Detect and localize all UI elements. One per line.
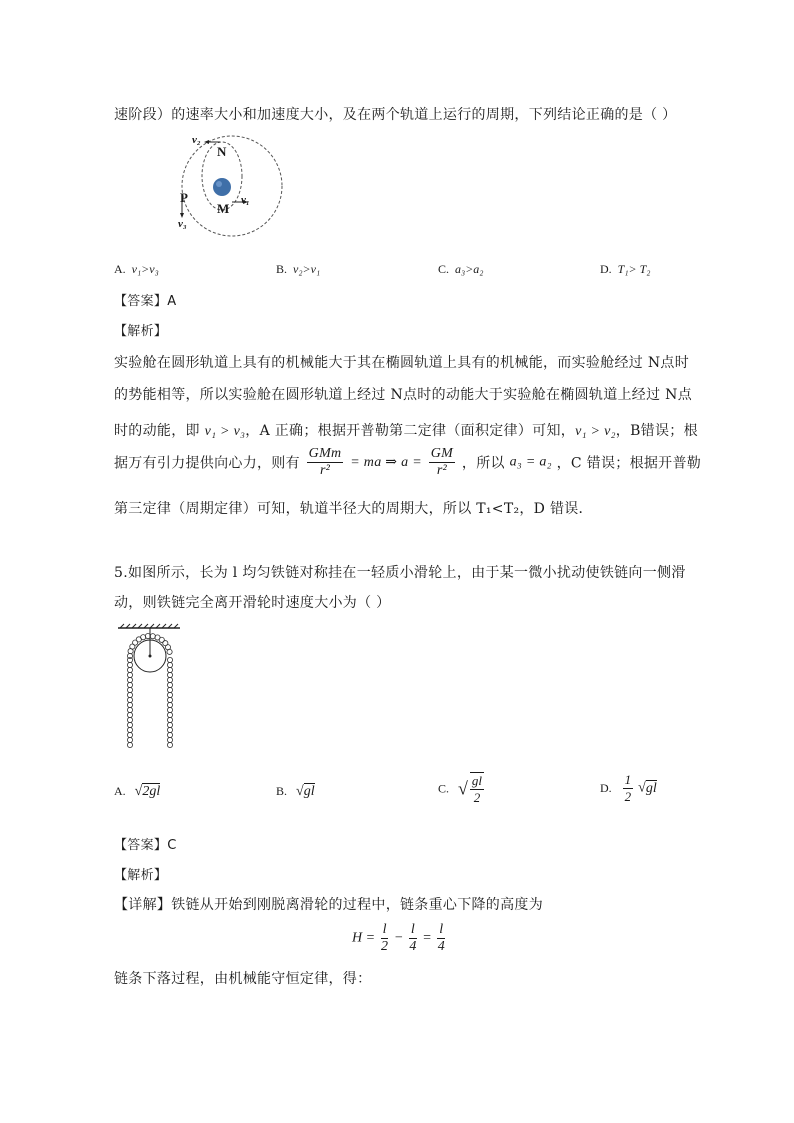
chain-link: [127, 712, 132, 717]
chain-link: [167, 707, 172, 712]
chain-link: [167, 667, 172, 672]
q4-analysis-label: 【解析】: [114, 324, 168, 339]
label-v1: v₁: [241, 194, 250, 206]
chain-link: [127, 737, 132, 742]
q4-analysis-line-2: 的势能相等，所以实验舱在圆形轨道上经过 N点时的动能大于实验舱在椭圆轨道上经过 N点: [114, 387, 692, 403]
chain-link: [167, 677, 172, 682]
chain-link: [167, 692, 172, 697]
q4-option-c: C. a₃>a₂: [438, 262, 484, 276]
chain-link: [127, 682, 132, 687]
chain-link: [167, 737, 172, 742]
q5-option-b: B. √gl: [276, 784, 315, 799]
chain-link: [167, 727, 172, 732]
q5-answer: 【答案】C: [114, 838, 177, 853]
q4-analysis-line-3: 时的动能，即 v₁ > v₃，A 正确；根据开普勒第二定律（面积定律）可知，v₁ > v₂，B错误；根: [114, 423, 698, 439]
label-P: P: [180, 190, 188, 205]
chain-link: [141, 635, 146, 640]
chain-link: [127, 687, 132, 692]
chain-link: [127, 702, 132, 707]
chain-link: [167, 702, 172, 707]
chain-link: [127, 672, 132, 677]
chain-link: [167, 687, 172, 692]
q4-analysis-line-5: 第三定律（周期定律）可知，轨道半径大的周期大，所以 T₁<T₂，D 错误．: [114, 501, 593, 517]
q5-analysis-label: 【解析】: [114, 868, 168, 883]
chain-link: [167, 657, 172, 662]
fraction-GMm-r2: $\frac{\text{GMm}}{\text{r²}}$: [308, 446, 342, 478]
q5-last-line: 链条下落过程，由机械能守恒定律，得：: [114, 971, 372, 987]
chain-link: [167, 672, 172, 677]
q5-option-c: C. √ $\frac{gl}{2}$: [438, 773, 483, 805]
chain-link: [127, 707, 132, 712]
label-M: M: [217, 201, 230, 216]
label-v3: v₃: [178, 218, 187, 230]
label-N: N: [217, 144, 227, 159]
chain-link: [127, 667, 132, 672]
chain-link: [167, 662, 172, 667]
label-v2: v₂: [192, 134, 201, 146]
q5-stem-line-1: 5.如图所示，长为 l 均匀铁链对称挂在一轻质小滑轮上，由于某一微小扰动使铁链向一侧滑: [114, 565, 686, 581]
q4-option-d: D. T₁> T₂: [600, 262, 651, 276]
q5-option-d: D. $\frac{1}{2}$ √gl: [600, 772, 657, 804]
q4-option-b: B. v₂>v₁: [276, 262, 321, 276]
chain-link: [127, 657, 132, 662]
q4-analysis-line-4: 据万有引力提供向心力，则有 $\frac{\text{GMm}}{\text{r²}}$ = ma ⇒ a = $\frac{GM}{\text{r²}}$ ，所以 a₃ = a₂ ，C 错误；根据开普勒: [114, 446, 702, 478]
chain-link: [167, 712, 172, 717]
chain-link: [127, 732, 132, 737]
chain-link: [127, 697, 132, 702]
chain-link: [127, 677, 132, 682]
q5-height-equation: H = $\frac{l}{2}$ − $\frac{l}{4}$ = $\frac{l}{4}$: [352, 922, 445, 954]
circular-orbit: [182, 136, 282, 236]
chain-link: [167, 682, 172, 687]
orbit-diagram: [168, 130, 308, 240]
chain-link: [167, 717, 172, 722]
chain-link: [127, 722, 132, 727]
chain-link: [127, 742, 132, 747]
q5-stem-line-2: 动，则铁链完全离开滑轮时速度大小为（ ）: [114, 595, 391, 611]
pulley-chain-diagram: [118, 624, 182, 750]
q4-answer: 【答案】A: [114, 294, 177, 309]
chain-link: [167, 742, 172, 747]
chain-link: [167, 732, 172, 737]
q5-detail-line: 【详解】铁链从开始到刚脱离滑轮的过程中，链条重心下降的高度为: [114, 897, 543, 913]
chain-link: [167, 722, 172, 727]
q4-option-a: A. v₁>v₃: [114, 262, 159, 276]
chain-link: [127, 717, 132, 722]
fraction-GM-r2: $\frac{GM}{\text{r²}}$: [430, 446, 454, 478]
planet: [213, 178, 231, 196]
q4-analysis-line-1: 实验舱在圆形轨道上具有的机械能大于其在椭圆轨道上具有的机械能，而实验舱经过 N点时: [114, 355, 689, 371]
q5-option-a: A. √2gl: [114, 784, 161, 799]
chain-link: [127, 692, 132, 697]
chain-link: [167, 649, 172, 654]
chain-link: [167, 697, 172, 702]
chain-link: [127, 662, 132, 667]
q4-stem-tail: 速阶段）的速率大小和加速度大小，及在两个轨道上运行的周期，下列结论正确的是（ ）: [114, 107, 677, 123]
chain-link: [127, 727, 132, 732]
